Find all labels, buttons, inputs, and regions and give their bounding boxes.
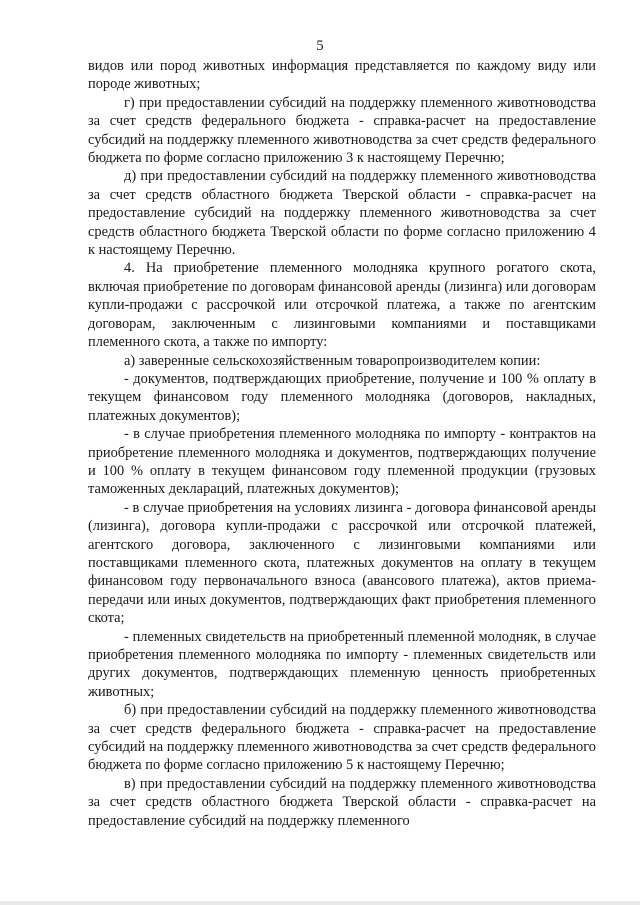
paragraph: д) при предоставлении субсидий на поддержку племенного животноводства за счет средств областного бюджета Тверской области - справка-расчет на предоставление субсидий на поддержку племенного животноводства за счет средств областного бюджета Тверской области по форме согласно приложению 4 к настоящему Перечню.: [88, 168, 596, 259]
paragraph: видов или пород животных информация представляется по каждому виду или породе животных;: [88, 58, 596, 93]
paragraph: б) при предоставлении субсидий на поддержку племенного животноводства за счет средств федерального бюджета - справка-расчет на предоставление субсидий на поддержку племенного животноводства за счет средств федерального бюджета по форме согласно приложению 5 к настоящему Перечню;: [88, 702, 596, 774]
scan-edge: [0, 901, 640, 905]
page-number: 5: [316, 38, 324, 54]
paragraph: а) заверенные сельскохозяйственным товаропроизводителем копии:: [124, 352, 541, 369]
paragraph: - племенных свидетельств на приобретенный племенной молодняк, в случае приобретения племенного молодняка по импорту - племенных свидетельств или других документов, подтверждающих племенную ценность приобретенных животных;: [88, 628, 596, 700]
paragraph: - в случае приобретения на условиях лизинга - договора финансовой аренды (лизинга), договора купли-продажи с рассрочкой или отсрочкой платежей, агентского договора, заключенного с лизинговыми компаниями или поставщиками племенного скота, платежных документов на оплату в текущем финансовом году первоначального взноса (авансового платежа), актов приема-передачи или иных документов, подтверждающих факт приобретения племенного скота;: [88, 499, 596, 627]
paragraph: в) при предоставлении субсидий на поддержку племенного животноводства за счет средств областного бюджета Тверской области - справка-расчет на предоставление субсидий на поддержку племенного: [88, 775, 596, 829]
document-body: [88, 57, 596, 830]
paragraph: - документов, подтверждающих приобретение, получение и 100 % оплату в текущем финансовом году племенного молодняка (договоров, накладных, платежных документов);: [88, 370, 596, 424]
paragraph: г) при предоставлении субсидий на поддержку племенного животноводства за счет средств федерального бюджета - справка-расчет на предоставление субсидий на поддержку племенного животноводства за счет средств федерального бюджета по форме согласно приложению 3 к настоящему Перечню;: [88, 94, 596, 167]
paragraph: - в случае приобретения племенного молодняка по импорту - контрактов на приобретение племенного молодняка и документов, подтверждающих получение и 100 % оплату в текущем финансовом году племенной продукции (грузовых таможенных деклараций, платежных документов);: [88, 426, 596, 498]
paragraph: 4. На приобретение племенного молодняка крупного рогатого скота, включая приобретение по договорам финансовой аренды (лизинга) или договорам купли-продажи с рассрочкой или отсрочкой платежа, а также по агентским договорам, заключенным с лизинговыми компаниями и поставщиками племенного скота, а также по импорту:: [88, 260, 596, 351]
